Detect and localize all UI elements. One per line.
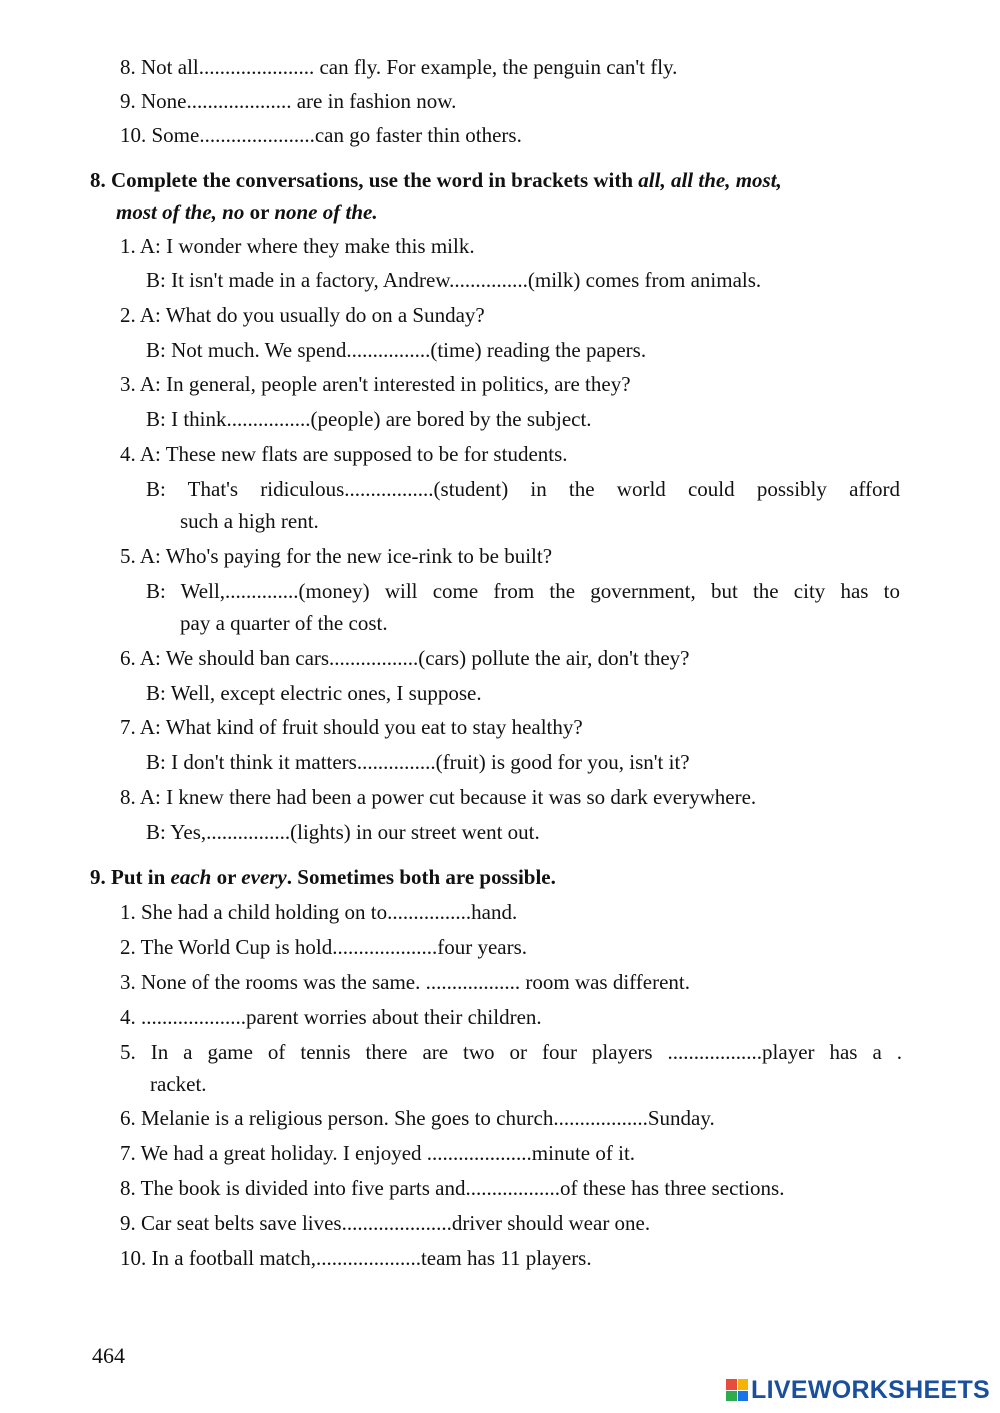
conversation-line-b: B: It isn't made in a factory, Andrew...............(milk) comes from animals.	[146, 268, 762, 292]
exercise-9-heading: 9. Put in each or every. Sometimes both are possible.	[90, 865, 556, 889]
page-number: 464	[92, 1343, 125, 1368]
list-item: 5. In a game of tennis there are two or four players ..................player has a .	[120, 1040, 902, 1064]
list-item: 8. The book is divided into five parts and..................of these has three sections.	[120, 1176, 785, 1200]
conversation-line-a: 7. A: What kind of fruit should you eat to stay healthy?	[120, 715, 583, 739]
list-item: 6. Melanie is a religious person. She goes to church..................Sunday.	[120, 1106, 715, 1130]
liveworksheets-brand[interactable]	[726, 1375, 990, 1405]
list-item: 10. In a football match,....................team has 11 players.	[120, 1246, 592, 1270]
list-item: 1. She had a child holding on to................hand.	[120, 900, 518, 924]
conversation-line-a: 1. A: I wonder where they make this milk.	[120, 234, 475, 258]
exercise-8-heading: 8. Complete the conversations, use the word in brackets with all, all the, most,	[90, 168, 782, 192]
liveworksheets-logo-icon	[726, 1379, 748, 1401]
conversation-line-a: 5. A: Who's paying for the new ice-rink to be built?	[120, 544, 553, 568]
conversation-line-a: 6. A: We should ban cars.................(cars) pollute the air, don't they?	[120, 646, 690, 670]
conversation-line-b: B: I think................(people) are bored by the subject.	[146, 407, 592, 431]
conversation-line-a: 2. A: What do you usually do on a Sunday?	[120, 303, 485, 327]
conversation-line-b: B: Yes,................(lights) in our street went out.	[146, 820, 540, 844]
conversation-line-b-continued: pay a quarter of the cost.	[180, 611, 388, 635]
conversation-line-b-continued: such a high rent.	[180, 509, 319, 533]
conversation-line-b: B: Not much. We spend................(time) reading the papers.	[146, 338, 647, 362]
brand-text: LIVEWORKSHEETS	[751, 1375, 990, 1404]
list-item: 8. Not all...................... can fly. For example, the penguin can't fly.	[120, 55, 678, 79]
conversation-line-a: 3. A: In general, people aren't interested in politics, are they?	[120, 372, 631, 396]
list-item: 9. None.................... are in fashion now.	[120, 89, 457, 113]
conversation-line-b: B: Well,..............(money) will come from the government, but the city has to	[146, 579, 900, 603]
list-item: 7. We had a great holiday. I enjoyed ....................minute of it.	[120, 1141, 636, 1165]
list-item-continued: racket.	[150, 1072, 207, 1096]
conversation-line-b: B: That's ridiculous.................(student) in the world could possibly afford	[146, 477, 900, 501]
list-item: 2. The World Cup is hold....................four years.	[120, 935, 527, 959]
exercise-8-heading-continued: most of the, no or none of the.	[116, 200, 378, 224]
list-item: 3. None of the rooms was the same. .................. room was different.	[120, 970, 690, 994]
list-item: 4. ....................parent worries about their children.	[120, 1005, 542, 1029]
conversation-line-b: B: I don't think it matters...............(fruit) is good for you, isn't it?	[146, 750, 690, 774]
conversation-line-a: 4. A: These new flats are supposed to be for students.	[120, 442, 568, 466]
list-item: 9. Car seat belts save lives.....................driver should wear one.	[120, 1211, 651, 1235]
conversation-line-a: 8. A: I knew there had been a power cut because it was so dark everywhere.	[120, 785, 757, 809]
conversation-line-b: B: Well, except electric ones, I suppose.	[146, 681, 482, 705]
list-item: 10. Some......................can go faster thin others.	[120, 123, 522, 147]
